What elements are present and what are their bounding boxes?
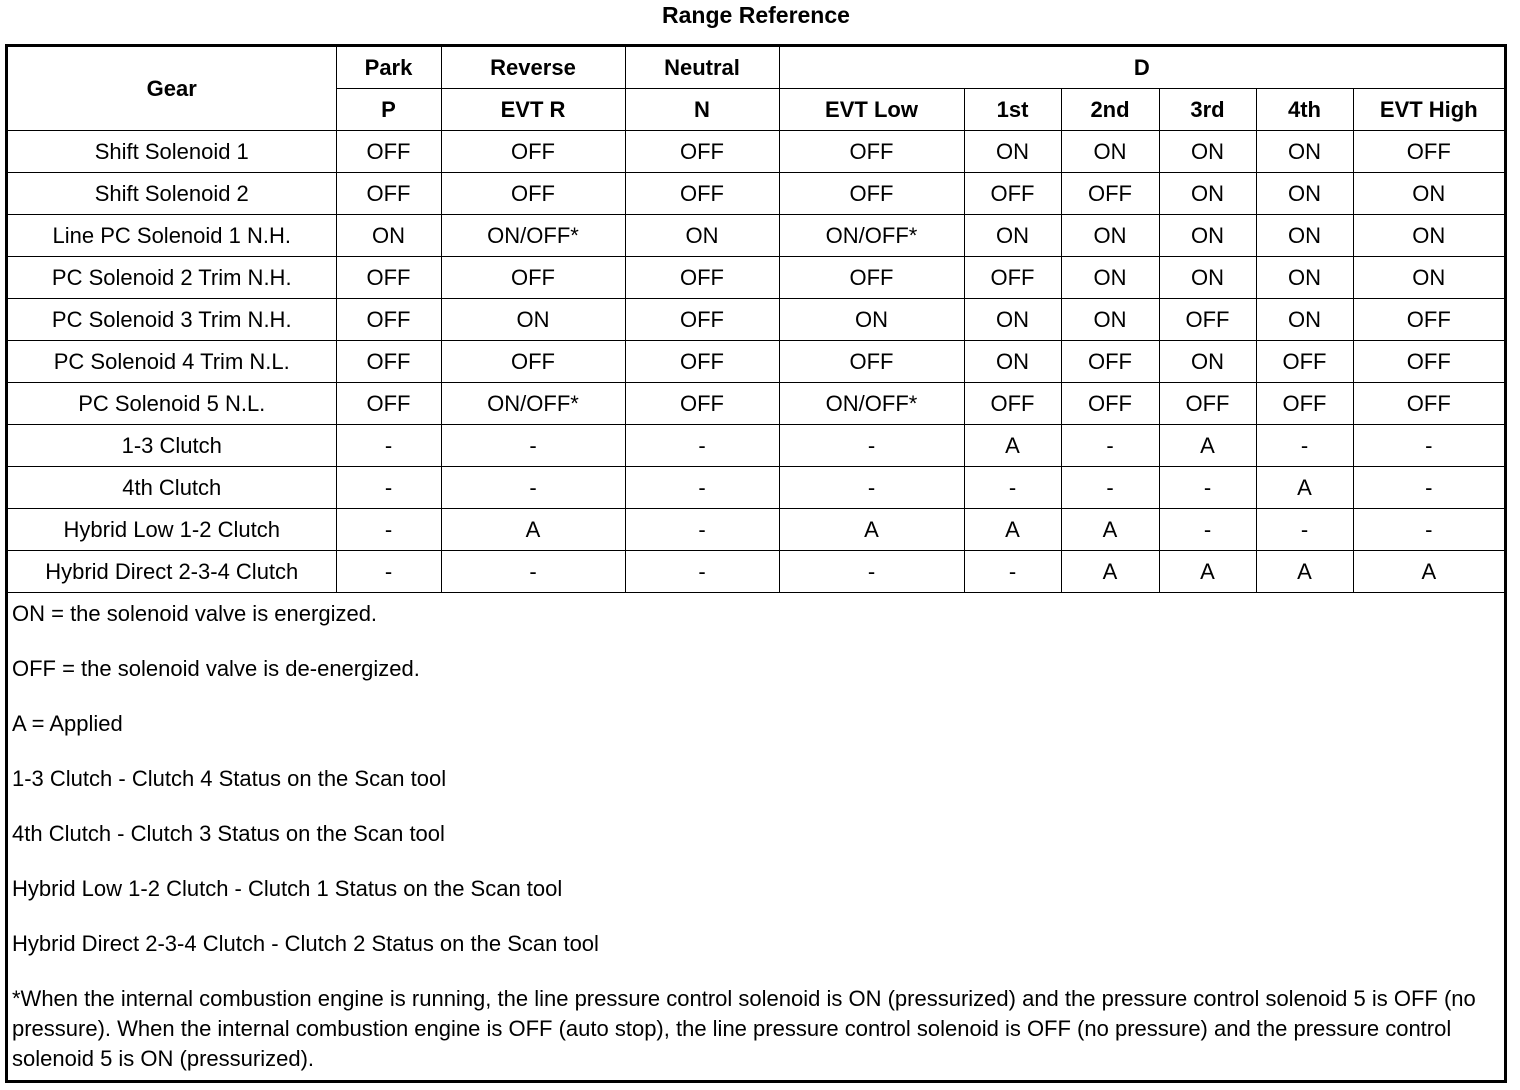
table-cell: ON/OFF*: [441, 215, 625, 257]
table-cell: -: [1159, 467, 1256, 509]
table-cell: OFF: [964, 257, 1061, 299]
table-cell: ON: [1061, 215, 1159, 257]
table-cell: A: [1159, 425, 1256, 467]
table-cell: -: [625, 551, 779, 593]
table-row: [8, 131, 1504, 173]
table-cell: ON: [336, 215, 441, 257]
note-off: OFF = the solenoid valve is de-energized.: [12, 656, 420, 681]
table-row: [8, 299, 1504, 341]
table-cell: OFF: [1353, 383, 1504, 425]
table-cell: -: [779, 467, 964, 509]
table-cell: ON: [1353, 215, 1504, 257]
table-cell: ON: [1353, 257, 1504, 299]
table-cell: OFF: [625, 131, 779, 173]
table-row: [8, 383, 1504, 425]
row-label: PC Solenoid 2 Trim N.H.: [8, 257, 336, 299]
table-row: [8, 257, 1504, 299]
table-cell: ON/OFF*: [441, 383, 625, 425]
table-cell: OFF: [1256, 383, 1353, 425]
table-cell: -: [625, 509, 779, 551]
table-cell: ON: [1061, 257, 1159, 299]
table-cell: OFF: [1159, 383, 1256, 425]
table-cell: A: [1353, 551, 1504, 593]
table-cell: OFF: [1159, 299, 1256, 341]
table-cell: -: [441, 425, 625, 467]
table-cell: OFF: [1353, 341, 1504, 383]
table-row: [8, 551, 1504, 593]
column-header-evt-high: EVT High: [1353, 89, 1504, 131]
row-label: Shift Solenoid 2: [8, 173, 336, 215]
table-cell: -: [1061, 425, 1159, 467]
table-cell: OFF: [964, 383, 1061, 425]
table-cell: OFF: [779, 131, 964, 173]
column-header-evt-r: EVT R: [441, 89, 625, 131]
table-cell: -: [964, 467, 1061, 509]
table-cell: OFF: [1061, 383, 1159, 425]
gear-column-header: Gear: [8, 47, 336, 131]
table-cell: A: [964, 509, 1061, 551]
table-cell: -: [964, 551, 1061, 593]
table-row: [8, 467, 1504, 509]
table-cell: OFF: [1256, 341, 1353, 383]
table-cell: ON: [1256, 299, 1353, 341]
table-cell: ON: [964, 299, 1061, 341]
table-cell: OFF: [441, 341, 625, 383]
table-cell: -: [779, 425, 964, 467]
row-label: Hybrid Direct 2-3-4 Clutch: [8, 551, 336, 593]
table-cell: OFF: [625, 299, 779, 341]
column-header-4th: 4th: [1256, 89, 1353, 131]
row-label: PC Solenoid 5 N.L.: [8, 383, 336, 425]
table-cell: ON: [1159, 131, 1256, 173]
note-4th-clutch: 4th Clutch - Clutch 3 Status on the Scan tool: [12, 821, 445, 846]
range-reference-table: [8, 47, 1504, 593]
table-cell: -: [1256, 425, 1353, 467]
table-cell: OFF: [779, 173, 964, 215]
group-header-neutral: Neutral: [625, 47, 779, 89]
table-row: [8, 425, 1504, 467]
table-cell: ON: [441, 299, 625, 341]
note-on: ON = the solenoid valve is energized.: [12, 601, 378, 626]
table-cell: A: [1061, 509, 1159, 551]
table-cell: ON: [964, 131, 1061, 173]
table-cell: A: [1061, 551, 1159, 593]
note-hybrid-low-clutch: Hybrid Low 1-2 Clutch - Clutch 1 Status on the Scan tool: [12, 876, 563, 901]
table-cell: OFF: [779, 257, 964, 299]
table-cell: -: [625, 425, 779, 467]
table-body: [8, 131, 1504, 593]
table-cell: -: [1353, 467, 1504, 509]
table-cell: -: [1256, 509, 1353, 551]
table-cell: ON: [1159, 341, 1256, 383]
legend-notes: [8, 599, 1502, 1074]
column-header-evt-low: EVT Low: [779, 89, 964, 131]
table-cell: OFF: [779, 341, 964, 383]
table-cell: -: [441, 551, 625, 593]
row-label: Hybrid Low 1-2 Clutch: [8, 509, 336, 551]
footnote: *When the internal combustion engine is running, the line pressure control solenoid is ON (pressurized) and the pressure control solenoid 5 is OFF (no pressure). When the internal combustion engine is OFF (auto stop), the line pressure control solenoid is OFF (no pressure) and the pressure control solenoid 5 is ON (pressurized).: [12, 986, 1476, 1071]
table-cell: ON: [1256, 173, 1353, 215]
table-cell: -: [441, 467, 625, 509]
table-cell: OFF: [336, 257, 441, 299]
note-applied: A = Applied: [12, 711, 123, 736]
column-header-p: P: [336, 89, 441, 131]
column-header-3rd: 3rd: [1159, 89, 1256, 131]
table-cell: ON: [1256, 215, 1353, 257]
range-reference-frame: [5, 44, 1507, 1083]
table-cell: A: [1159, 551, 1256, 593]
table-cell: OFF: [625, 341, 779, 383]
table-cell: OFF: [336, 173, 441, 215]
table-cell: -: [1353, 509, 1504, 551]
table-cell: -: [336, 467, 441, 509]
table-cell: -: [779, 551, 964, 593]
table-cell: OFF: [625, 383, 779, 425]
row-label: PC Solenoid 3 Trim N.H.: [8, 299, 336, 341]
table-cell: ON: [1061, 131, 1159, 173]
table-cell: OFF: [964, 173, 1061, 215]
table-cell: ON/OFF*: [779, 215, 964, 257]
note-hybrid-direct-clutch: Hybrid Direct 2-3-4 Clutch - Clutch 2 Status on the Scan tool: [12, 931, 599, 956]
table-cell: -: [336, 551, 441, 593]
table-cell: -: [625, 467, 779, 509]
table-cell: A: [1256, 551, 1353, 593]
column-header-2nd: 2nd: [1061, 89, 1159, 131]
table-cell: ON: [779, 299, 964, 341]
table-cell: -: [336, 509, 441, 551]
table-cell: -: [1061, 467, 1159, 509]
column-header-1st: 1st: [964, 89, 1061, 131]
table-cell: ON: [964, 215, 1061, 257]
table-cell: ON: [1256, 131, 1353, 173]
table-cell: ON: [625, 215, 779, 257]
row-label: 4th Clutch: [8, 467, 336, 509]
table-cell: OFF: [625, 173, 779, 215]
table-cell: ON/OFF*: [779, 383, 964, 425]
column-header-n: N: [625, 89, 779, 131]
table-cell: ON: [1159, 173, 1256, 215]
table-cell: OFF: [441, 173, 625, 215]
table-cell: OFF: [1353, 299, 1504, 341]
table-cell: -: [1353, 425, 1504, 467]
table-cell: OFF: [336, 131, 441, 173]
table-cell: ON: [1061, 299, 1159, 341]
table-cell: ON: [1256, 257, 1353, 299]
table-cell: OFF: [336, 299, 441, 341]
table-cell: OFF: [625, 257, 779, 299]
page-title: Range Reference: [662, 2, 850, 28]
table-cell: ON: [1353, 173, 1504, 215]
table-cell: ON: [1159, 215, 1256, 257]
group-header-drive: D: [779, 47, 1504, 89]
table-cell: -: [1159, 509, 1256, 551]
group-header-row: [8, 47, 1504, 89]
group-header-park: Park: [336, 47, 441, 89]
table-cell: -: [336, 425, 441, 467]
table-row: [8, 509, 1504, 551]
table-row: [8, 173, 1504, 215]
row-label: PC Solenoid 4 Trim N.L.: [8, 341, 336, 383]
table-cell: OFF: [441, 257, 625, 299]
table-row: [8, 341, 1504, 383]
table-row: [8, 215, 1504, 257]
table-cell: OFF: [1353, 131, 1504, 173]
table-cell: ON: [964, 341, 1061, 383]
row-label: Line PC Solenoid 1 N.H.: [8, 215, 336, 257]
table-cell: OFF: [336, 341, 441, 383]
table-cell: A: [441, 509, 625, 551]
row-label: Shift Solenoid 1: [8, 131, 336, 173]
group-header-reverse: Reverse: [441, 47, 625, 89]
table-cell: OFF: [441, 131, 625, 173]
table-cell: A: [1256, 467, 1353, 509]
note-1-3-clutch: 1-3 Clutch - Clutch 4 Status on the Scan tool: [12, 766, 447, 791]
row-label: 1-3 Clutch: [8, 425, 336, 467]
table-cell: OFF: [1061, 173, 1159, 215]
table-cell: A: [779, 509, 964, 551]
table-cell: OFF: [1061, 341, 1159, 383]
table-cell: A: [964, 425, 1061, 467]
table-cell: OFF: [336, 383, 441, 425]
table-cell: ON: [1159, 257, 1256, 299]
